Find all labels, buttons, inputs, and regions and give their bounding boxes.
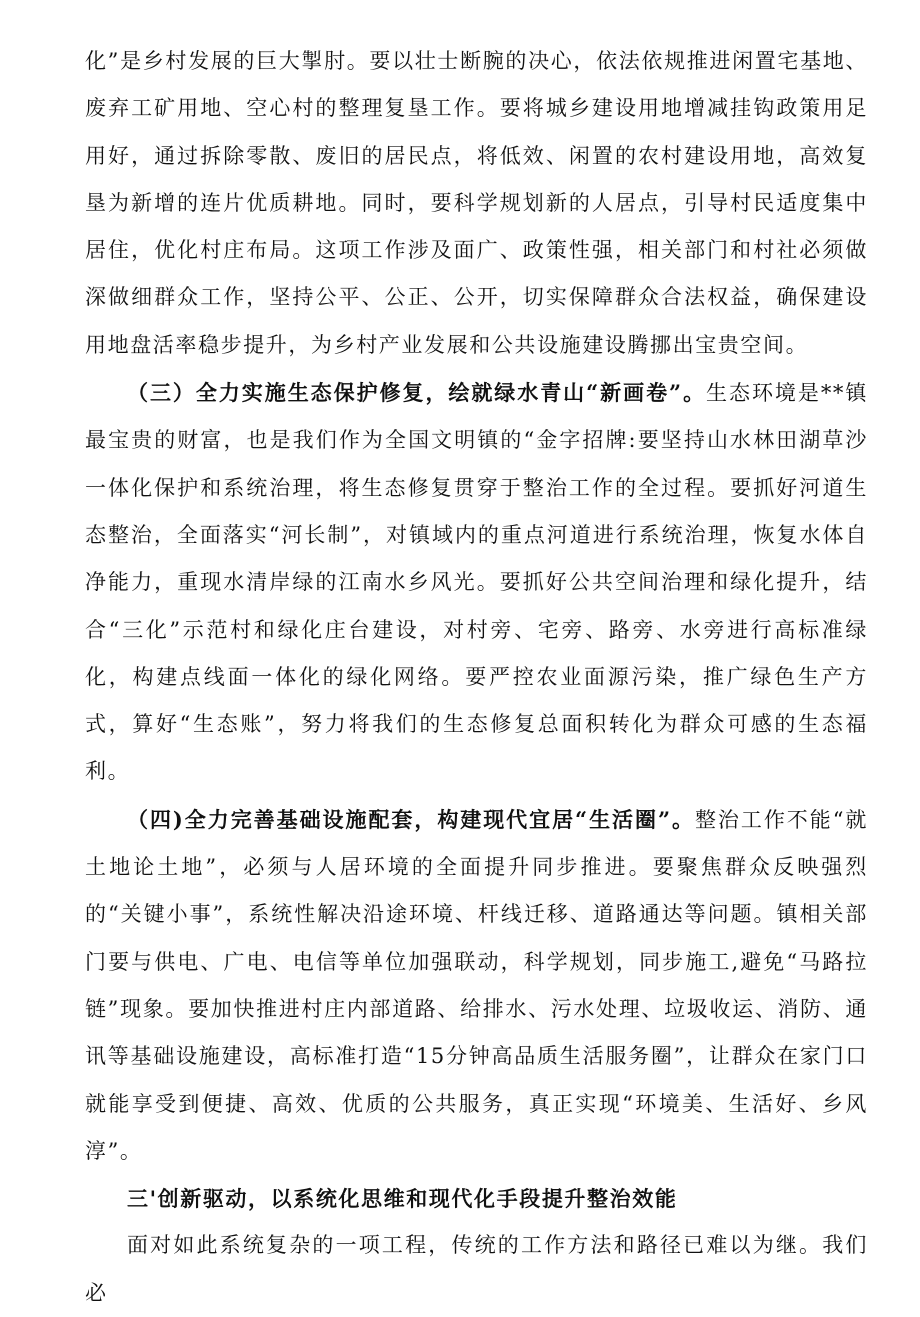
section-heading-innovation: 三'创新驱动，以系统化思维和现代化手段提升整治效能 xyxy=(127,1186,678,1212)
paragraph-lead-heading: （四)全力完善基础设施配套，构建现代宜居“生活圈”。 xyxy=(127,806,695,832)
paragraph-lead-heading: （三）全力实施生态保护修复，绘就绿水青山“新画卷”。 xyxy=(127,380,707,406)
paragraph-text: 生态环境是**镇最宝贵的财富，也是我们作为全国文明镇的“金字招牌:要坚持山水林田湖草沙一体化保护和系统治理，将生态修复贯穿于整治工作的全过程。要抓好河道生态整治，全面落实“河长制”，对镇域内的重点河道进行系统治理，恢复水体自净能力，重现水清岸绿的江南水乡风光。要抓好公共空间治理和绿化提升，结合“三化”示范村和绿化庄台建设，对村旁、宅旁、路旁、水旁进行高标准绿化，构建点线面一体化的绿化网络。要严控农业面源污染，推广绿色生产方式，算好“生态账”，努力将我们的生态修复总面积转化为群众可感的生态福利。 xyxy=(85,381,868,784)
paragraph-text: 整治工作不能“就土地论土地”，必须与人居环境的全面提升同步推进。要聚焦群众反映强烈的“关键小事”，系统性解决沿途环境、杆线迁移、道路通达等问题。镇相关部门要与供电、广电、电信等单位加强联动，科学规划，同步施工,避免“马路拉链”现象。要加快推进村庄内部道路、给排水、污水处理、垃圾收运、消防、通讯等基础设施建设，高标准打造“15分钟高品质生活服务圈”，让群众在家门口就能享受到便捷、高效、优质的公共服务，真正实现“环境美、生活好、乡风淳”。 xyxy=(85,807,868,1163)
paragraph-ecological-restoration xyxy=(85,369,868,796)
paragraph-text: 化”是乡村发展的巨大掣肘。要以壮士断腕的决心，依法依规推进闲置宅基地、废弃工矿用地、空心村的整理复垦工作。要将城乡建设用地增减挂钩政策用足用好，通过拆除零散、废旧的居民点，将低效、闲置的农村建设用地，高效复垦为新增的连片优质耕地。同时，要科学规划新的人居点，引导村民适度集中居住，优化村庄布局。这项工作涉及面广、政策性强，相关部门和村社必须做深做细群众工作，坚持公平、公正、公开，切实保障群众合法权益，确保建设用地盘活率稳步提升，为乡村产业发展和公共设施建设腾挪出宝贵空间。 xyxy=(85,49,868,357)
paragraph-innovation-intro xyxy=(85,1222,868,1317)
paragraph-text: 面对如此系统复杂的一项工程，传统的工作方法和路径已难以为继。我们必 xyxy=(85,1233,868,1305)
paragraph-land-consolidation xyxy=(85,38,868,369)
paragraph-infrastructure xyxy=(85,796,868,1175)
